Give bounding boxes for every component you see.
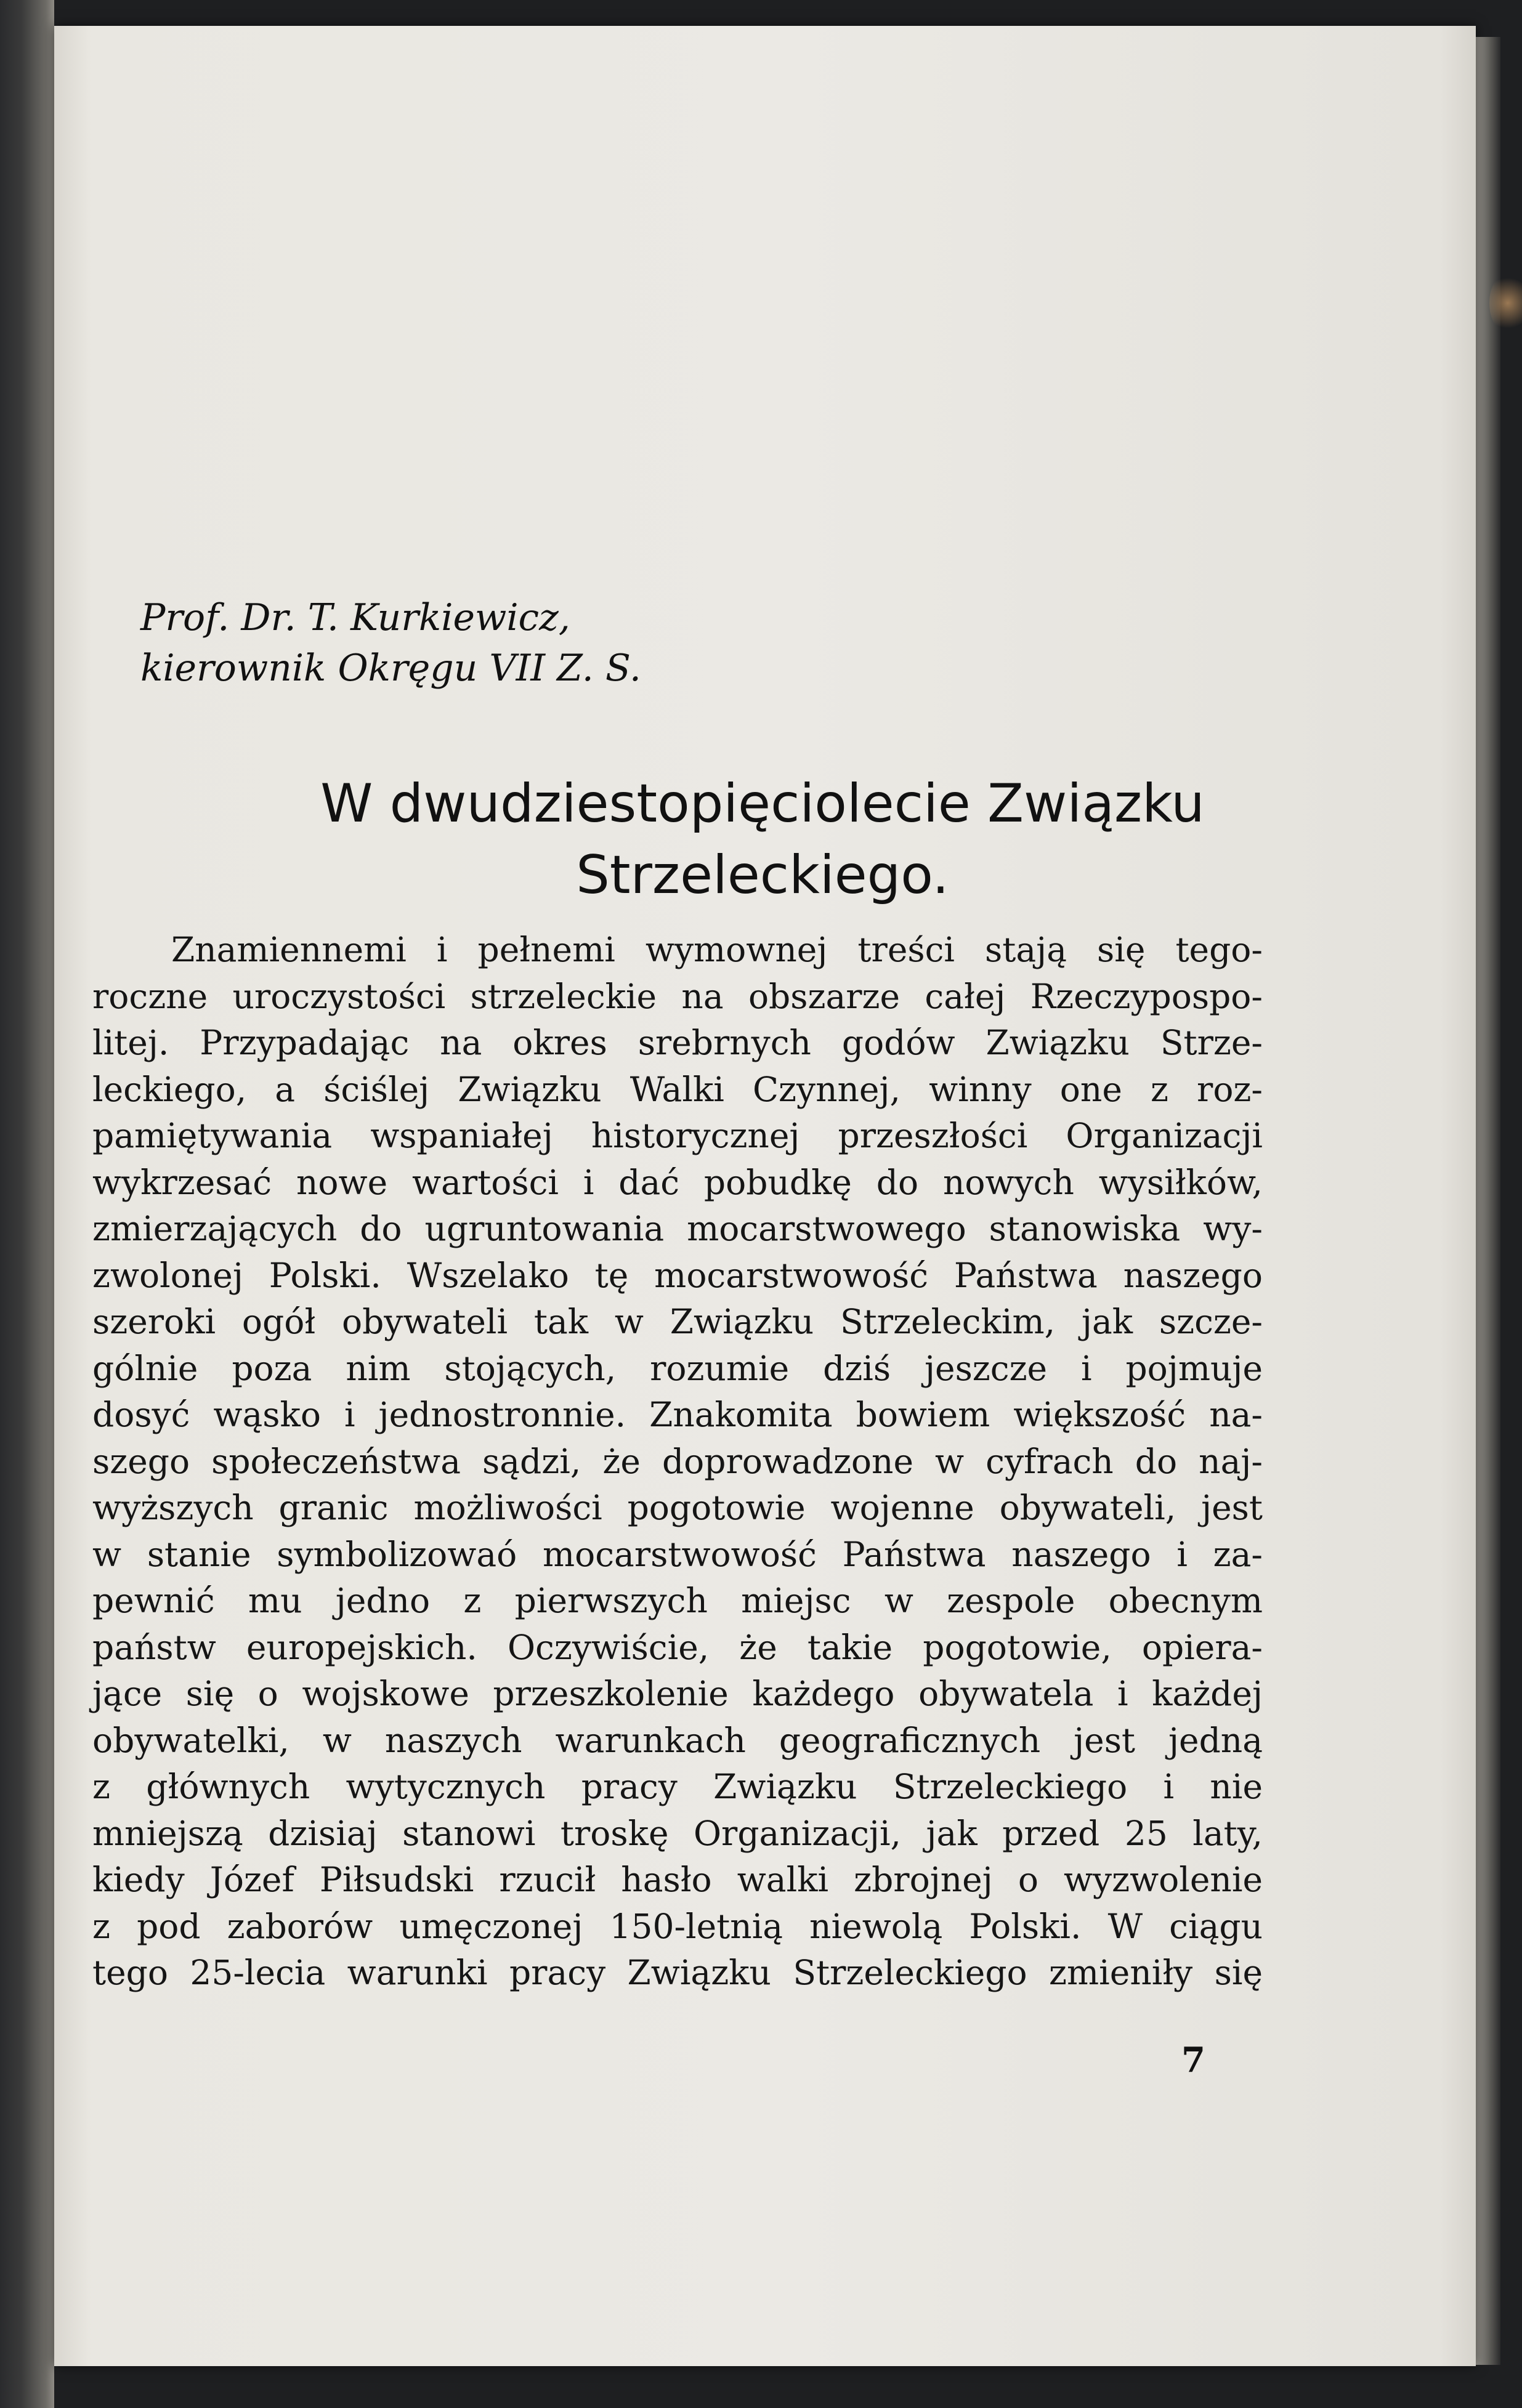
article-title <box>116 768 1409 911</box>
body-line: pewnić mu jedno z pierwszych miejsc w zespole obecnym <box>92 1581 1263 1620</box>
body-line: wyższych granic możliwości pogotowie wojenne obywateli, jest <box>92 1488 1263 1527</box>
body-line: leckiego, a ściślej Związku Walki Czynnej, winny one z roz- <box>92 1069 1263 1109</box>
title-line-1: W dwudziestopięciolecie Związku <box>320 773 1205 834</box>
page-stack-edge <box>1476 37 1500 2365</box>
title-line-2: Strzeleckiego. <box>576 844 949 906</box>
book-page <box>54 26 1476 2366</box>
body-line: dosyć wąsko i jednostronnie. Znakomita bowiem większość na- <box>92 1395 1263 1434</box>
body-line: szego społeczeństwa sądzi, że doprowadzone w cyfrach do naj- <box>92 1441 1263 1481</box>
body-line: jące się o wojskowe przeszkolenie każdego obywatela i każdej <box>92 1674 1263 1713</box>
author-block <box>140 592 641 693</box>
body-line: litej. Przypadając na okres srebrnych godów Związku Strze- <box>92 1023 1263 1062</box>
body-line: Znamiennemi i pełnemi wymownej treści stają się tego- <box>171 930 1263 969</box>
body-line: zmierzających do ugruntowania mocarstwowego stanowiska wy- <box>92 1209 1263 1248</box>
body-line: wykrzesać nowe wartości i dać pobudkę do nowych wysiłków, <box>92 1162 1263 1202</box>
body-line: w stanie symbolizowaó mocarstwowość Państwa naszego i za- <box>92 1534 1263 1574</box>
body-line: z głównych wytycznych pracy Związku Strzeleckiego i nie <box>92 1767 1263 1806</box>
body-line: gólnie poza nim stojących, rozumie dziś jeszcze i pojmuje <box>92 1348 1263 1388</box>
body-line: tego 25-lecia warunki pracy Związku Strzeleckiego zmieniły się <box>92 1953 1263 1992</box>
page-number: 7 <box>1181 2040 1205 2080</box>
paper-stain <box>1489 272 1522 334</box>
body-line: kiedy Józef Piłsudski rzucił hasło walki zbrojnej o wyzwolenie <box>92 1860 1263 1899</box>
article-body <box>92 927 1263 1997</box>
author-name: Prof. Dr. T. Kurkiewicz, <box>140 596 570 639</box>
body-line: obywatelki, w naszych warunkach geograficznych jest jedną <box>92 1720 1263 1760</box>
body-line: zwolonej Polski. Wszelako tę mocarstwowość Państwa naszego <box>92 1255 1263 1295</box>
book-binding-edge <box>0 0 54 2408</box>
body-line: państw europejskich. Oczywiście, że takie pogotowie, opiera- <box>92 1627 1263 1667</box>
body-line: pamiętywania wspaniałej historycznej przeszłości Organizacji <box>92 1116 1263 1155</box>
body-line: szeroki ogół obywateli tak w Związku Strzeleckim, jak szcze- <box>92 1302 1263 1341</box>
body-line: mniejszą dzisiaj stanowi troskę Organizacji, jak przed 25 laty, <box>92 1813 1263 1853</box>
author-position: kierownik Okręgu VII Z. S. <box>140 647 641 690</box>
body-line: z pod zaborów umęczonej 150-letnią niewolą Polski. W ciągu <box>92 1906 1263 1946</box>
body-line: roczne uroczystości strzeleckie na obszarze całej Rzeczypospo- <box>92 976 1263 1016</box>
